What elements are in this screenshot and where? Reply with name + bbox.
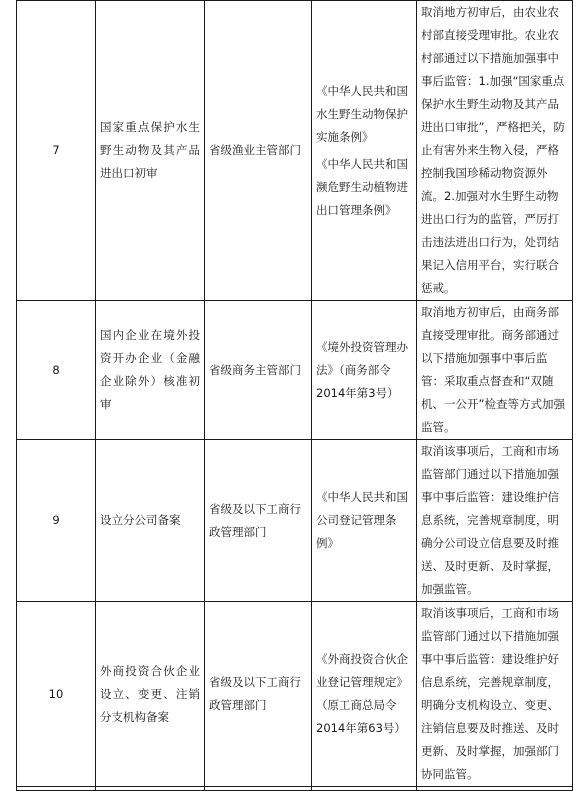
implementing-department: 省级渔业主管部门 <box>205 1 312 301</box>
legal-basis-entry: 《中华人民共和国公司登记管理条例》 <box>316 490 408 550</box>
legal-basis <box>312 301 417 440</box>
item-name: 国内企业在境外投资开办企业（金融企业除外）核准初审 <box>96 301 205 440</box>
item-number: 9 <box>17 440 96 602</box>
empty-cell <box>205 787 312 791</box>
item-name: 设立分公司备案 <box>96 440 205 602</box>
legal-basis <box>312 440 417 602</box>
implementing-department: 省级商务主管部门 <box>205 301 312 440</box>
supervision-measures: 取消该事项后，工商和市场监管部门通过以下措施加强事中事后监管：建设维护信息系统，完善规章制度，明确分公司设立信息要及时推送、及时更新、及时掌握，加强监管。 <box>417 440 573 602</box>
empty-cell <box>96 787 205 791</box>
empty-cell <box>417 787 573 791</box>
supervision-measures: 取消地方初审后，由农业农村部直接受理审批。农业农村部通过以下措施加强事中事后监管：1.加强“国家重点保护水生野生动物及其产品进出口审批”，严格把关，防止有害外来生物入侵，严格控制我国珍稀动物资源外流。2.加强对水生野生动物进出口行为的监管，严厉打击违法进出口行为，处罚结果记入信用平台，实行联合惩戒。 <box>417 1 573 301</box>
table-row-continuation <box>17 787 573 791</box>
legal-basis-entry: 《中华人民共和国水生野生动物保护实施条例》 <box>316 83 408 144</box>
item-number: 8 <box>17 301 96 440</box>
empty-cell <box>312 787 417 791</box>
empty-cell <box>17 787 96 791</box>
legal-basis-entry: 《外商投资合伙企业登记管理规定》（原工商总局令2014年第63号） <box>316 652 408 735</box>
legal-basis-entry: 《中华人民共和国濒危野生动植物进出口管理条例》 <box>316 156 408 217</box>
item-name: 国家重点保护水生野生动物及其产品进出口初审 <box>96 1 205 301</box>
legal-basis <box>312 602 417 787</box>
item-number: 7 <box>17 1 96 301</box>
table-row <box>17 1 573 301</box>
legal-basis-entry: 《境外投资管理办法》（商务部令2014年第3号） <box>316 339 408 400</box>
reform-items-table <box>16 0 573 791</box>
implementing-department: 省级及以下工商行政管理部门 <box>205 440 312 602</box>
implementing-department: 省级及以下工商行政管理部门 <box>205 602 312 787</box>
supervision-measures: 取消地方初审后，由商务部直接受理审批。商务部通过以下措施加强事中事后监管：采取重点督查和“双随机、一公开”检查等方式加强监管。 <box>417 301 573 440</box>
item-number: 10 <box>17 602 96 787</box>
table-row <box>17 440 573 602</box>
item-name: 外商投资合伙企业设立、变更、注销分支机构备案 <box>96 602 205 787</box>
table-row <box>17 602 573 787</box>
table-row <box>17 301 573 440</box>
legal-basis <box>312 1 417 301</box>
supervision-measures: 取消该事项后，工商和市场监管部门通过以下措施加强事中事后监管：建设维护好信息系统，完善规章制度，明确分支机构设立、变更、注销信息要及时推送、及时更新、及时掌握，加强部门协同监管。 <box>417 602 573 787</box>
